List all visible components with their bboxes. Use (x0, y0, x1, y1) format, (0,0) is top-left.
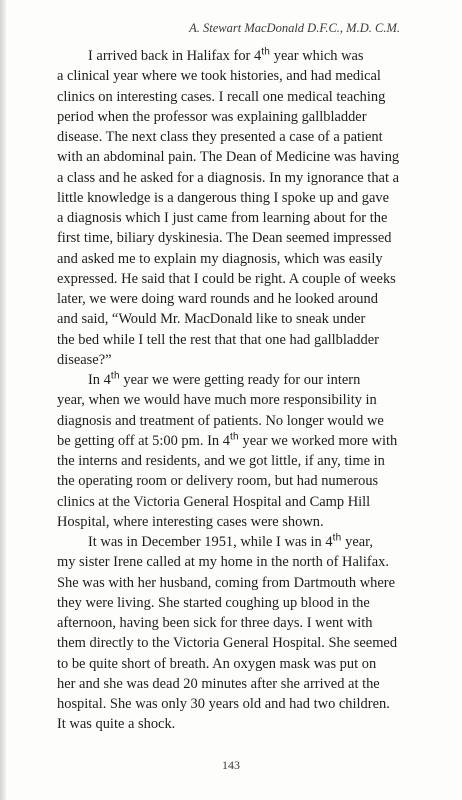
text-run: Hospital, where interesting cases were shown. (57, 513, 324, 530)
text-line (57, 633, 423, 653)
text-run: year we worked more with (238, 432, 398, 449)
text-line (57, 269, 423, 289)
text-line (57, 208, 423, 228)
text-line (57, 552, 423, 572)
text-run: disease?” (57, 351, 112, 368)
text-run: clinics on interesting cases. I recall one medical teaching (57, 88, 386, 105)
page-number: 143 (222, 758, 240, 772)
text-run: a diagnosis which I just came from learning about for the (57, 210, 388, 226)
text-run: little knowledge is a dangerous thing I spoke up and gave (57, 189, 389, 206)
text-run: the interns and residents, and we got little, if any, time in (57, 453, 385, 469)
text-run: It was quite a shock. (57, 716, 176, 733)
running-head: A. Stewart MacDonald D.F.C., M.D. C.M. (189, 21, 400, 35)
text-run: 4 (222, 432, 230, 449)
text-run: later, we were doing ward rounds and he looked around (57, 291, 378, 307)
text-line (57, 228, 423, 248)
text-line (57, 390, 423, 410)
ordinal-superscript: th (110, 370, 120, 382)
text-line (57, 654, 423, 674)
text-line (57, 492, 423, 512)
text-line (57, 168, 423, 188)
paragraph (57, 46, 423, 370)
text-run: diagnosis and treatment of patients. No longer would we (57, 412, 384, 429)
text-line (57, 451, 423, 471)
paragraph (57, 370, 423, 532)
text-line (57, 532, 423, 552)
text-run: 4 (103, 372, 111, 388)
text-run: my sister Irene called at my home in the north of Halifax. (57, 554, 389, 571)
text-run: with an abdominal pain. The Dean of Medicine was having (57, 149, 400, 166)
text-line (57, 309, 423, 329)
text-run: clinics at the Victoria General Hospital and Camp Hill (57, 493, 371, 510)
text-run: period when the professor was explaining gallbladder (57, 108, 367, 125)
text-line (57, 330, 423, 350)
text-line (57, 674, 423, 694)
text-run: to be quite short of breath. An oxygen mask was put on (57, 655, 377, 672)
text-run: She was with her husband, coming from Dartmouth where (57, 574, 396, 591)
text-line (57, 512, 423, 532)
text-run: her and she was dead 20 minutes after she arrived at the (57, 675, 380, 692)
text-run: and asked me to explain my diagnosis, which was easily (57, 250, 383, 267)
text-run: a clinical year where we took histories, and had medical (57, 68, 381, 85)
text-line (57, 188, 423, 208)
text-run: be getting off at 5:00 pm. In (57, 432, 223, 449)
ordinal-superscript: th (332, 532, 342, 544)
text-run: disease. The next class they presented a case of a patient (57, 129, 383, 145)
text-run: year, (341, 534, 374, 550)
text-run: hospital. She was only 30 years old and had two children. (57, 696, 390, 712)
text-line (57, 127, 423, 147)
text-line (57, 107, 423, 127)
text-line (57, 471, 423, 491)
text-run: It was in December 1951, while I was in (88, 534, 326, 550)
text-line (57, 714, 423, 734)
text-run: first time, biliary dyskinesia. The Dean seemed impressed (57, 230, 392, 247)
text-line (57, 147, 423, 167)
text-line (57, 411, 423, 431)
text-run: and said, “Would Mr. MacDonald like to sneak under (57, 311, 366, 328)
text-run: In (88, 372, 104, 388)
text-run: 4 (325, 534, 333, 550)
text-run: them directly to the Victoria General Hospital. She seemed (57, 635, 398, 652)
text-line (57, 370, 423, 390)
text-line (57, 289, 423, 309)
text-run: the operating room or delivery room, but had numerous (57, 473, 379, 490)
text-line (57, 573, 423, 593)
text-run: afternoon, having been sick for three days. I went with (57, 615, 373, 631)
text-run: they were living. She started coughing up blood in the (57, 594, 370, 611)
text-line (57, 593, 423, 613)
text-run: expressed. He said that I could be right. A couple of weeks (57, 270, 396, 287)
text-line (57, 613, 423, 633)
ordinal-superscript: th (261, 46, 271, 58)
ordinal-superscript: th (229, 431, 239, 443)
text-run: a class and he asked for a diagnosis. In my ignorance that a (57, 169, 399, 186)
text-run: year we were getting ready for our intern (119, 372, 361, 388)
text-line (57, 350, 423, 370)
text-run: 4 (253, 48, 262, 64)
text-run: the bed while I tell the rest that that one had gallbladder (57, 331, 379, 348)
text-run: year which was (270, 48, 364, 64)
page-gutter-shadow (0, 0, 6, 800)
text-run: I arrived back in Halifax for (88, 48, 254, 64)
text-line (57, 87, 423, 107)
body-text (57, 46, 423, 735)
text-line (57, 249, 423, 269)
text-line (57, 46, 423, 66)
text-run: year, when we would have much more responsibility in (57, 392, 377, 409)
paragraph (57, 532, 423, 735)
text-line (57, 431, 423, 451)
text-line (57, 694, 423, 714)
text-line (57, 66, 423, 86)
